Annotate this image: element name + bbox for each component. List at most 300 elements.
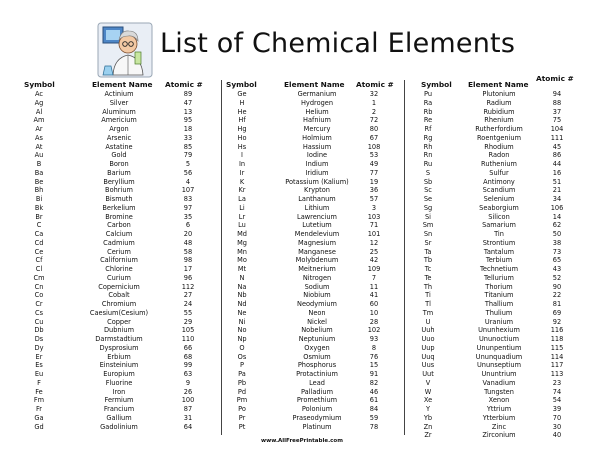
- atomic-number: 117: [550, 361, 564, 370]
- element-symbol: Cf: [35, 256, 43, 265]
- element-symbol: Sc: [424, 186, 432, 195]
- element-name: Ununquadium: [475, 352, 523, 361]
- element-symbol: Mn: [237, 247, 247, 256]
- element-symbol: Yb: [423, 413, 433, 422]
- atomic-number: 50: [552, 230, 562, 238]
- element-symbol: No: [237, 326, 247, 335]
- atomic-number: 52: [552, 273, 562, 282]
- atomic-number: 15: [369, 361, 379, 370]
- atomic-number: 27: [183, 291, 193, 300]
- symbol-header: Symbol: [24, 80, 55, 89]
- atomic-number: 22: [552, 291, 562, 300]
- element-symbol: Tl: [425, 300, 431, 308]
- atomic-number: 75: [552, 116, 562, 125]
- element-name: Bismuth: [105, 195, 133, 203]
- element-name: Sodium: [304, 282, 330, 291]
- element-symbol: Ru: [423, 160, 433, 168]
- element-symbol: Am: [33, 116, 45, 125]
- element-symbol: P: [240, 361, 244, 370]
- element-symbol: Pu: [423, 90, 433, 98]
- atomic-number: 113: [550, 370, 564, 378]
- element-name: Germanium: [297, 90, 337, 98]
- element-name: Technetium: [479, 265, 519, 273]
- atomic-number: 20: [183, 230, 193, 238]
- atomic-number: 2: [371, 107, 377, 116]
- element-name: Arsenic: [106, 133, 132, 142]
- atomic-number: 58: [183, 247, 193, 256]
- element-symbol: Se: [423, 195, 433, 203]
- element-symbol: Es: [35, 361, 43, 370]
- element-symbol: Ca: [34, 230, 44, 238]
- atomic-number: 82: [369, 378, 379, 387]
- element-symbol: Mg: [237, 238, 247, 247]
- element-name: Thorium: [485, 282, 513, 291]
- atomic-number: 53: [369, 151, 379, 160]
- atomic-number: 35: [183, 212, 193, 221]
- atomic-number: 13: [183, 107, 193, 116]
- atomic-number: 1: [371, 98, 377, 107]
- element-name: Bohrium: [105, 186, 133, 195]
- atomic-number: 97: [183, 203, 193, 212]
- element-name: Ununpentium: [476, 343, 522, 352]
- element-symbol: Ds: [34, 335, 44, 343]
- element-symbol: Fm: [33, 396, 45, 405]
- element-symbol: Md: [237, 230, 247, 238]
- atomic-number: 76: [369, 352, 379, 361]
- element-name: Selenium: [483, 195, 515, 203]
- element-name: Fermium: [104, 396, 134, 405]
- atomic-number: 63: [183, 370, 193, 378]
- element-name: Scandium: [482, 186, 516, 195]
- element-symbol: Lu: [238, 221, 246, 230]
- element-symbol: Ba: [34, 168, 44, 177]
- atomic-number: 43: [552, 265, 562, 273]
- atomic-number: 23: [552, 378, 562, 387]
- column-divider: [404, 80, 405, 435]
- atomic-number: 116: [550, 326, 564, 335]
- element-symbol: Co: [34, 291, 44, 300]
- atomic-number: 10: [369, 308, 379, 317]
- atomic-number: 60: [369, 300, 379, 308]
- element-symbol: Cu: [34, 317, 44, 326]
- element-symbol: Ac: [34, 90, 44, 98]
- atomic-number: 73: [552, 247, 562, 256]
- element-name: Vanadium: [482, 378, 516, 387]
- element-symbol: Ta: [424, 247, 432, 256]
- atomic-number: 111: [550, 133, 564, 142]
- element-symbol: Tc: [424, 265, 432, 273]
- atomic-number: 9: [185, 378, 191, 387]
- element-symbol: Ir: [239, 168, 245, 177]
- atomic-number: 57: [369, 195, 379, 203]
- atomic-number: 24: [183, 300, 193, 308]
- atomic-number: 19: [369, 177, 379, 186]
- atomic-number: 5: [185, 160, 191, 168]
- element-name: Terbium: [485, 256, 513, 265]
- atomic-number: 4: [185, 177, 191, 186]
- element-name: Zirconium: [482, 431, 516, 440]
- page-header: [97, 22, 537, 78]
- element-name: Silver: [109, 98, 129, 107]
- element-symbol: Xe: [423, 396, 433, 405]
- atomic-number: 115: [550, 343, 564, 352]
- element-name: Boron: [109, 160, 129, 168]
- element-name: Astatine: [105, 142, 133, 151]
- element-name: Gold: [111, 151, 127, 160]
- atomic-number: 96: [183, 273, 193, 282]
- atomic-number: 95: [183, 116, 193, 125]
- element-symbol: Te: [424, 273, 432, 282]
- atomic-number: 91: [369, 370, 379, 378]
- element-name: Neon: [308, 308, 326, 317]
- element-symbol: He: [237, 107, 247, 116]
- atomic-number: 59: [369, 413, 379, 422]
- atomic-number: 88: [552, 98, 562, 107]
- element-name: Aluminum: [102, 107, 136, 116]
- element-name: Lawrencium: [297, 212, 337, 221]
- element-symbol: Pb: [237, 378, 247, 387]
- element-symbol: Pm: [236, 396, 248, 405]
- element-name: Europium: [103, 370, 135, 378]
- element-symbol: Rb: [423, 107, 433, 116]
- atomic-number: 92: [552, 317, 562, 326]
- atomic-number: 36: [369, 186, 379, 195]
- atomic-number: 7: [371, 273, 377, 282]
- atomic-number: 16: [552, 168, 562, 177]
- atomic-number-header: Atomic #: [356, 80, 394, 89]
- element-symbol: Dy: [34, 343, 44, 352]
- atomic-number: 42: [369, 256, 379, 265]
- element-symbol: Y: [425, 405, 431, 413]
- element-symbol: Sb: [423, 177, 433, 186]
- element-name: Protactinium: [296, 370, 338, 378]
- atomic-number: 110: [181, 335, 195, 343]
- element-name: Copper: [107, 317, 131, 326]
- element-symbol: Pr: [238, 413, 246, 422]
- element-symbol: Hs: [237, 142, 247, 151]
- element-name: Ruthenium: [481, 160, 517, 168]
- element-symbol: Ti: [425, 291, 431, 300]
- atomic-number: 72: [369, 116, 379, 125]
- element-symbol: Cr: [35, 300, 43, 308]
- element-name: Promethium: [296, 396, 338, 405]
- atomic-number: 29: [183, 317, 193, 326]
- element-name: Palladium: [300, 387, 334, 396]
- atomic-number: 104: [550, 125, 564, 133]
- atomic-number: 77: [369, 168, 379, 177]
- atomic-number: 33: [183, 133, 193, 142]
- element-name: Plutonium: [482, 90, 516, 98]
- atomic-number: 94: [552, 90, 562, 98]
- atomic-number: 61: [369, 396, 379, 405]
- element-symbol: Tb: [423, 256, 433, 265]
- element-symbol: Rn: [423, 151, 433, 160]
- element-symbol: F: [37, 378, 41, 387]
- element-symbol: Tm: [422, 308, 434, 317]
- atomic-number: 100: [181, 396, 195, 405]
- element-symbol: Uus: [421, 361, 435, 370]
- page-title: List of Chemical Elements: [160, 28, 516, 59]
- atomic-number: 78: [369, 422, 379, 431]
- element-symbol: H: [239, 98, 245, 107]
- atomic-number: 17: [183, 265, 193, 273]
- element-symbol: Ce: [34, 247, 44, 256]
- element-symbol: C: [36, 221, 42, 230]
- atomic-number: 108: [367, 142, 381, 151]
- element-name: Nobelium: [301, 326, 333, 335]
- element-name: Hydrogen: [300, 98, 334, 107]
- element-name: Iodine: [306, 151, 328, 160]
- element-name: Rhodium: [484, 142, 514, 151]
- element-name: Tin: [494, 230, 504, 238]
- element-name: Copernicium: [98, 282, 140, 291]
- element-symbol: Nd: [237, 300, 247, 308]
- element-name: Phosphorus: [297, 361, 337, 370]
- atomic-number: 40: [552, 431, 562, 440]
- element-symbol: Rg: [423, 133, 433, 142]
- element-name: Lead: [309, 378, 325, 387]
- element-symbol: Au: [34, 151, 44, 160]
- element-name: Lanthanum: [298, 195, 336, 203]
- element-name: Carbon: [107, 221, 131, 230]
- atomic-number: 28: [369, 317, 379, 326]
- element-symbol: Br: [35, 212, 43, 221]
- element-name: Chromium: [101, 300, 137, 308]
- atomic-number: 14: [552, 212, 562, 221]
- element-symbol: Ag: [34, 98, 44, 107]
- element-name: Meitnerium: [298, 265, 336, 273]
- element-symbol: Be: [34, 177, 44, 186]
- element-symbol: Cl: [35, 265, 43, 273]
- element-symbol: In: [238, 160, 246, 168]
- element-symbol: Ar: [35, 125, 43, 133]
- element-symbol: Hf: [238, 116, 246, 125]
- atomic-number: 107: [181, 186, 195, 195]
- element-name: Molybdenum: [295, 256, 339, 265]
- element-symbol: Ho: [237, 133, 247, 142]
- element-symbol: Cm: [33, 273, 45, 282]
- element-symbol: N: [239, 273, 245, 282]
- atomic-number: 83: [183, 195, 193, 203]
- element-symbol: Bi: [35, 195, 43, 203]
- element-name: Dubnium: [103, 326, 135, 335]
- element-name: Platinum: [302, 422, 332, 431]
- element-name: Sulfur: [489, 168, 509, 177]
- element-name: Manganese: [298, 247, 336, 256]
- element-name: Polonium: [301, 405, 333, 413]
- atomic-number: 25: [369, 247, 379, 256]
- element-name: Ununhexium: [478, 326, 520, 335]
- element-symbol: At: [35, 142, 43, 151]
- element-name: Bromine: [105, 212, 133, 221]
- element-symbol: Na: [237, 282, 247, 291]
- element-name: Nitrogen: [302, 273, 332, 282]
- atomic-number: 109: [367, 265, 381, 273]
- element-name: Antimony: [483, 177, 515, 186]
- element-name: Actinium: [104, 90, 134, 98]
- element-symbol: S: [425, 168, 431, 177]
- element-name: Indium: [305, 160, 329, 168]
- element-name: Roentgenium: [477, 133, 521, 142]
- element-name: Uranium: [484, 317, 514, 326]
- element-symbol: Uuq: [421, 352, 435, 361]
- atomic-number: 37: [552, 107, 562, 116]
- element-name: Ununtrium: [481, 370, 517, 378]
- element-name: Radium: [486, 98, 512, 107]
- atomic-number: 3: [371, 203, 377, 212]
- element-symbol: Pd: [237, 387, 247, 396]
- atomic-number: 30: [552, 422, 562, 431]
- atomic-number: 64: [183, 422, 193, 431]
- element-name: Californium: [100, 256, 138, 265]
- element-symbol: O: [239, 343, 245, 352]
- element-name: Rubidium: [483, 107, 515, 116]
- atomic-number: 6: [185, 221, 191, 230]
- element-name: Holmium: [302, 133, 332, 142]
- element-symbol: Pt: [238, 422, 246, 431]
- atomic-number: 79: [183, 151, 193, 160]
- element-symbol: Uup: [421, 343, 435, 352]
- element-name-header: Element Name: [92, 80, 153, 89]
- element-symbol: Ra: [423, 98, 433, 107]
- element-name: Cadmium: [103, 238, 135, 247]
- element-symbol: Ne: [237, 308, 247, 317]
- atomic-number: 67: [369, 133, 379, 142]
- element-name: Silicon: [488, 212, 510, 221]
- element-symbol: Re: [423, 116, 433, 125]
- element-symbol: K: [239, 177, 245, 186]
- atomic-number: 18: [183, 125, 193, 133]
- element-symbol: Ge: [237, 90, 247, 98]
- atomic-number: 80: [369, 125, 379, 133]
- element-name: Strontium: [482, 238, 516, 247]
- atomic-number: 56: [183, 168, 193, 177]
- element-symbol: Er: [35, 352, 43, 361]
- element-name: Mercury: [303, 125, 331, 133]
- atomic-number: 74: [552, 387, 562, 396]
- atomic-number: 48: [183, 238, 193, 247]
- element-symbol: V: [425, 378, 431, 387]
- atomic-number: 26: [183, 387, 193, 396]
- atomic-number: 71: [369, 221, 379, 230]
- element-name: Erbium: [107, 352, 131, 361]
- element-name-header: Element Name: [468, 80, 529, 89]
- element-symbol: Sg: [423, 203, 433, 212]
- element-name: Curium: [107, 273, 131, 282]
- atomic-number: 21: [552, 186, 562, 195]
- element-name: Oxygen: [304, 343, 330, 352]
- element-name: Rhenium: [484, 116, 514, 125]
- atomic-number: 93: [369, 335, 379, 343]
- element-symbol: Cs: [34, 308, 44, 317]
- atomic-number: 39: [552, 405, 562, 413]
- atomic-number: 89: [183, 90, 193, 98]
- atomic-number: 102: [367, 326, 381, 335]
- atomic-number: 65: [552, 256, 562, 265]
- element-name: Seaborgium: [479, 203, 519, 212]
- atomic-number: 70: [552, 413, 562, 422]
- element-name: Fluorine: [105, 378, 133, 387]
- element-symbol: U: [425, 317, 431, 326]
- atomic-number: 118: [550, 335, 564, 343]
- atomic-number: 45: [552, 142, 562, 151]
- element-symbol: W: [424, 387, 432, 396]
- atomic-number: 112: [181, 282, 195, 291]
- element-name: Argon: [109, 125, 129, 133]
- atomic-number: 84: [369, 405, 379, 413]
- atomic-number: 114: [550, 352, 564, 361]
- element-name: Rutherfordium: [475, 125, 523, 133]
- element-name: Tungsten: [484, 387, 514, 396]
- atomic-number: 106: [550, 203, 564, 212]
- element-name: Francium: [103, 405, 135, 413]
- element-name: Iron: [112, 387, 126, 396]
- atomic-number: 69: [552, 308, 562, 317]
- element-symbol: I: [241, 151, 243, 160]
- element-name: Krypton: [304, 186, 330, 195]
- scientist-icon: [97, 22, 153, 78]
- atomic-number: 49: [369, 160, 379, 168]
- element-name: Nickel: [307, 317, 327, 326]
- website-footer: www.AllFreePrintable.com: [261, 438, 343, 444]
- element-symbol: Sn: [423, 230, 433, 238]
- atomic-number: 99: [183, 361, 193, 370]
- atomic-number: 68: [183, 352, 193, 361]
- atomic-number: 54: [552, 396, 562, 405]
- element-name: Titanium: [484, 291, 514, 300]
- symbol-header: Symbol: [226, 80, 257, 89]
- element-name: Xenon: [488, 396, 510, 405]
- atomic-number: 55: [183, 308, 193, 317]
- element-name: Samarium: [482, 221, 516, 230]
- element-symbol: Rh: [423, 142, 433, 151]
- atomic-number: 38: [552, 238, 562, 247]
- element-symbol: Mt: [237, 265, 247, 273]
- element-symbol: Zn: [423, 422, 433, 431]
- element-name: Americium: [101, 116, 137, 125]
- element-name: Niobium: [303, 291, 331, 300]
- element-name: Beryllium: [103, 177, 135, 186]
- element-symbol: Pa: [238, 370, 246, 378]
- atomic-number-header: Atomic #: [536, 74, 574, 83]
- atomic-number: 87: [183, 405, 193, 413]
- element-symbol: Fr: [35, 405, 43, 413]
- element-name: Barium: [107, 168, 131, 177]
- element-name: Lutetium: [302, 221, 332, 230]
- element-symbol: Db: [34, 326, 44, 335]
- element-name: Yttrium: [486, 405, 512, 413]
- element-name: Ununoctium: [478, 335, 520, 343]
- element-name: Radon: [488, 151, 510, 160]
- element-name: Cerium: [107, 247, 131, 256]
- atomic-number: 81: [552, 300, 562, 308]
- element-name: Tellurium: [484, 273, 514, 282]
- element-symbol: Np: [237, 335, 247, 343]
- element-name: Helium: [305, 107, 329, 116]
- atomic-number: 8: [371, 343, 377, 352]
- element-symbol: Os: [237, 352, 247, 361]
- element-name: Iridium: [305, 168, 329, 177]
- element-name: Ununseptium: [476, 361, 522, 370]
- element-symbol: Al: [35, 107, 43, 116]
- element-name: Thulium: [485, 308, 513, 317]
- element-symbol: La: [238, 195, 246, 203]
- element-symbol: Sr: [424, 238, 432, 247]
- element-name: Neptunium: [298, 335, 336, 343]
- atomic-number: 98: [183, 256, 193, 265]
- element-name: Magnesium: [297, 238, 337, 247]
- element-symbol: Po: [238, 405, 246, 413]
